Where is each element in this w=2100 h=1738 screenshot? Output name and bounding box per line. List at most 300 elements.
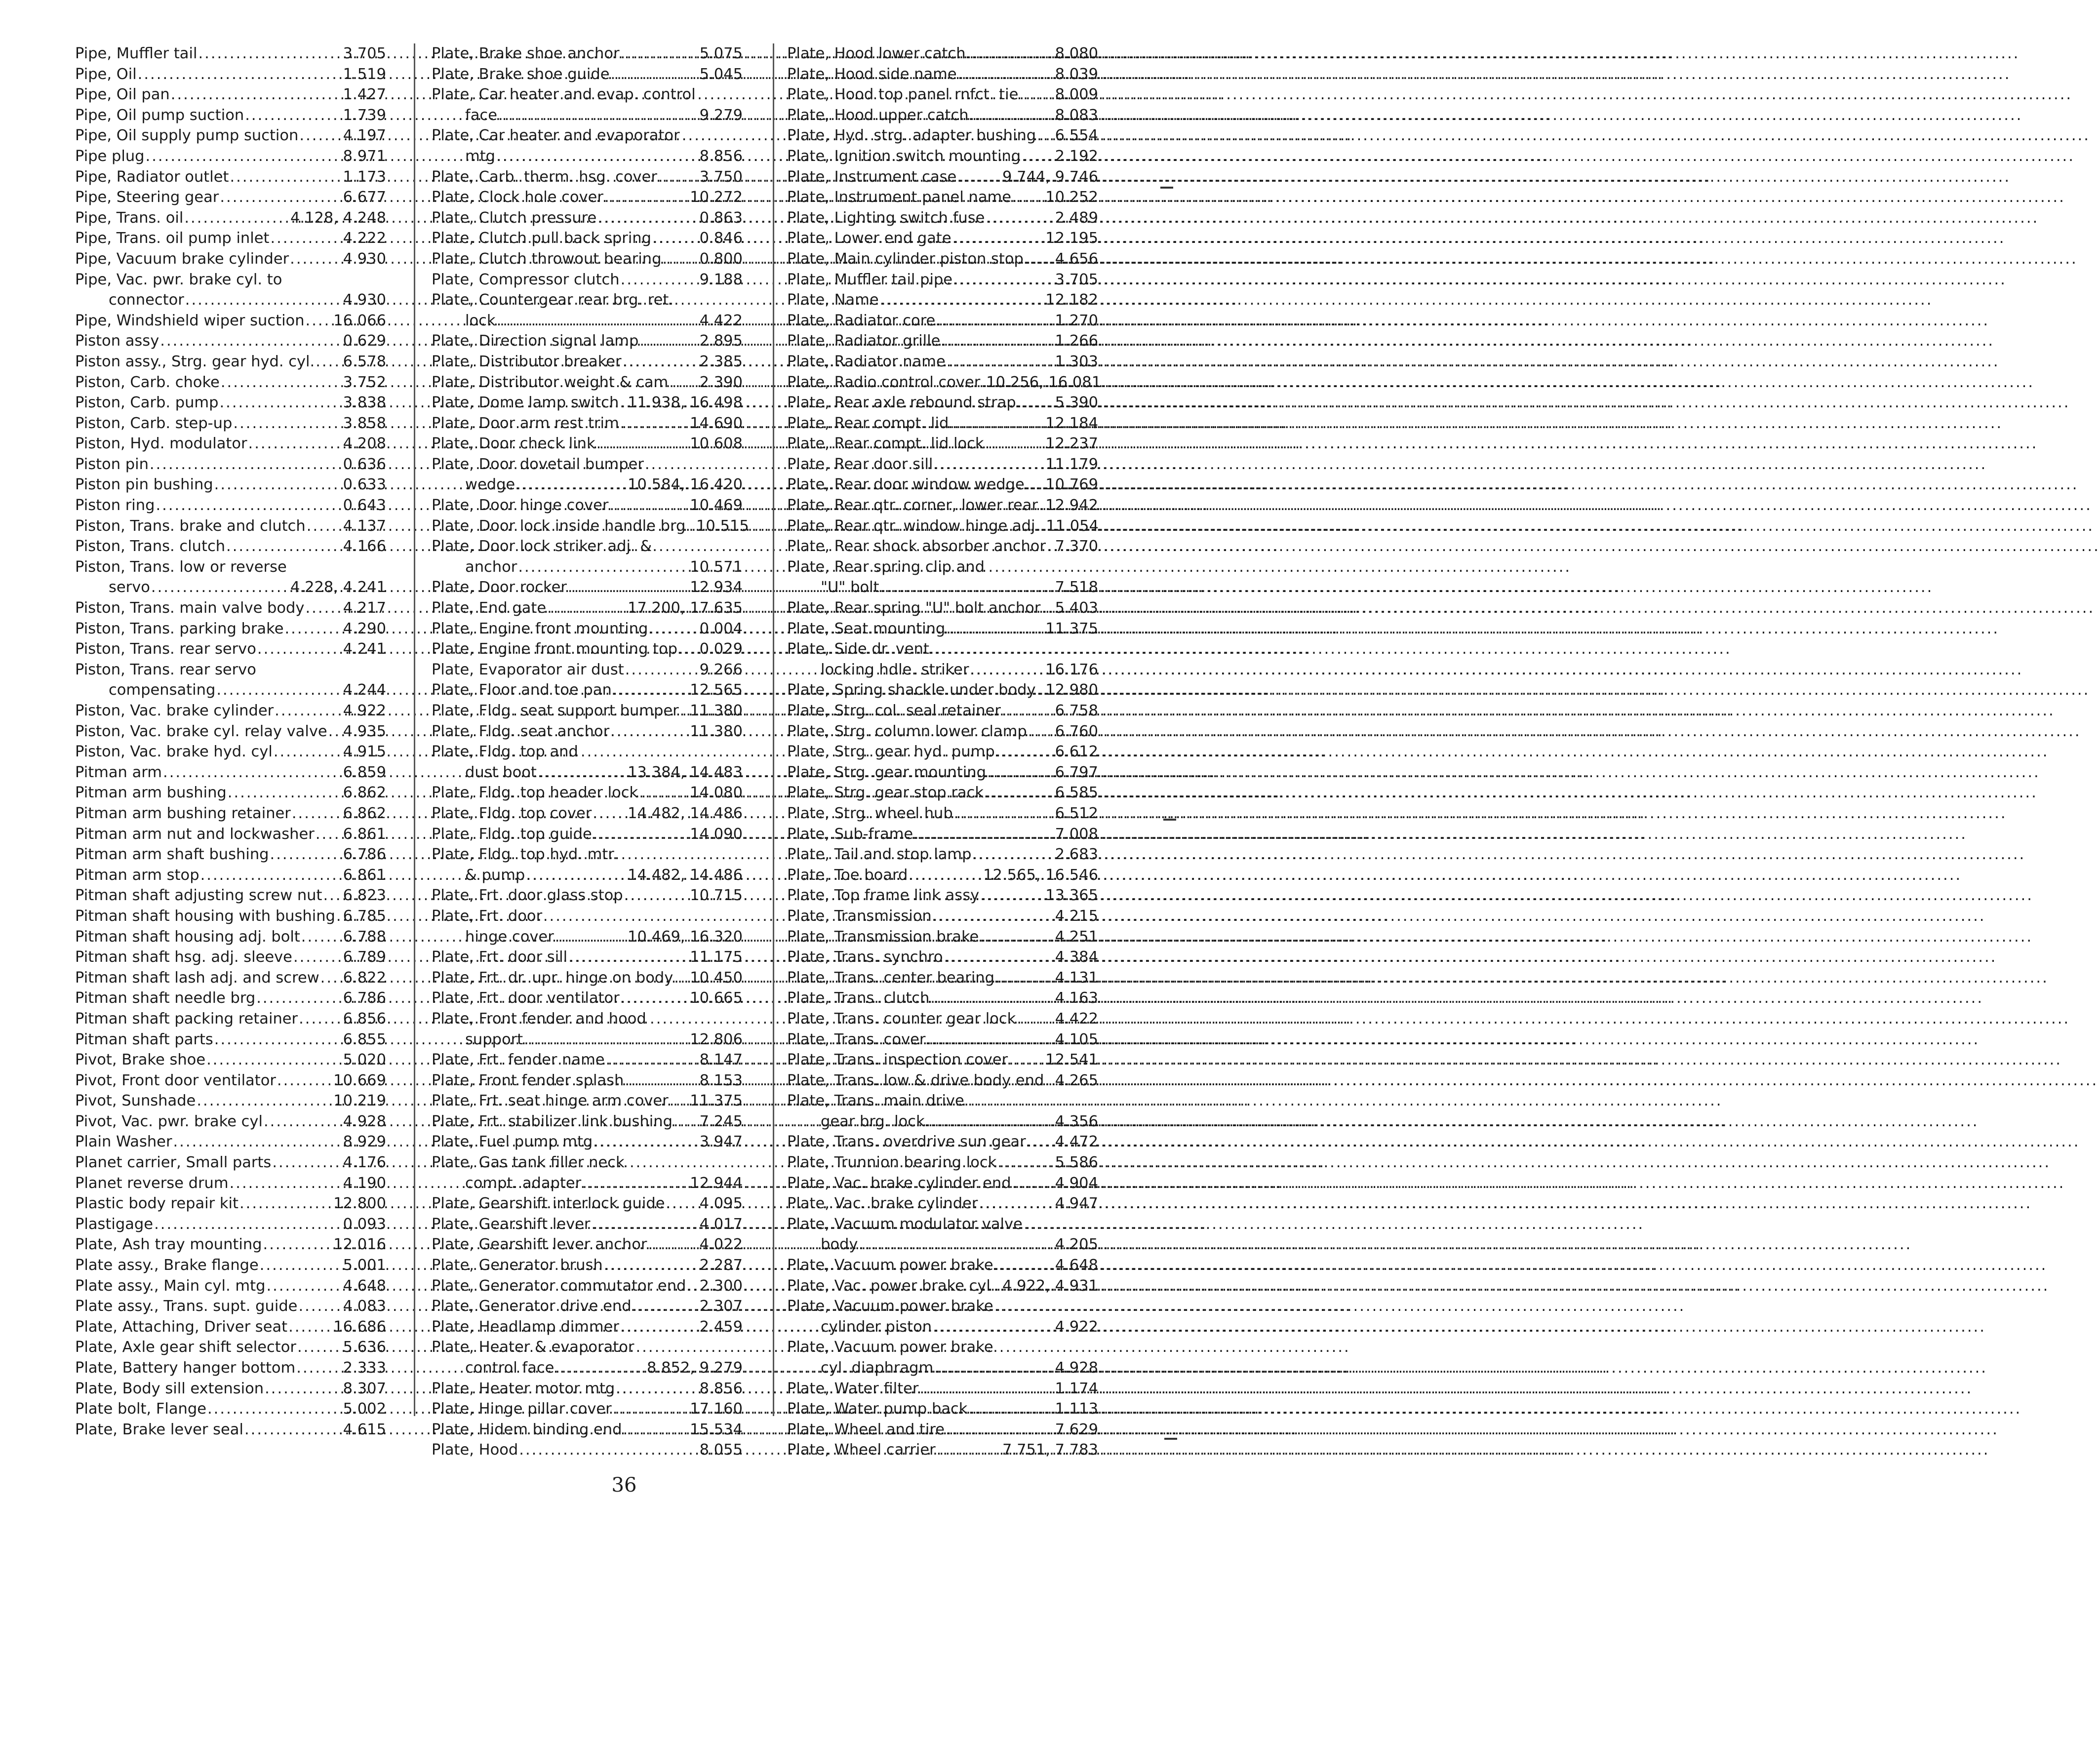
entry-name: Plate, Strg. gear hyd. pump bbox=[787, 743, 995, 761]
dot-leader bbox=[173, 1132, 342, 1152]
index-entry bbox=[75, 1152, 386, 1173]
index-entry bbox=[75, 1173, 386, 1194]
entry-name: Piston, Trans. brake and clutch bbox=[75, 517, 306, 535]
entry-name: Plate, Instrument panel name bbox=[787, 189, 1011, 206]
entry-reference: 1.519 bbox=[343, 65, 386, 83]
entry-reference: 17.160 bbox=[690, 1400, 743, 1418]
entry-name: Plate, Water pump back bbox=[787, 1400, 968, 1418]
index-entry bbox=[75, 1317, 386, 1338]
index-entry bbox=[432, 146, 743, 167]
entry-reference: 4.472 bbox=[1055, 1133, 1098, 1151]
dot-leader bbox=[150, 454, 342, 475]
entry-name: Plate, Lighting switch fuse bbox=[787, 209, 985, 227]
index-entry bbox=[432, 311, 743, 331]
index-entry bbox=[432, 557, 743, 578]
entry-reference: 4.166 bbox=[343, 538, 386, 555]
index-entry bbox=[787, 331, 1098, 352]
dot-leader bbox=[933, 906, 1054, 927]
dot-leader bbox=[284, 619, 342, 639]
index-entry bbox=[787, 413, 1098, 434]
index-entry bbox=[432, 1358, 743, 1379]
index-entry bbox=[432, 43, 743, 64]
entry-reference: 4.656 bbox=[1055, 250, 1098, 268]
entry-name: Plate, Generator commutator end bbox=[432, 1277, 686, 1295]
index-entry bbox=[787, 249, 1098, 270]
entry-name: Pipe plug bbox=[75, 147, 145, 165]
entry-name: Pitman shaft packing retainer bbox=[75, 1010, 298, 1027]
index-entry bbox=[787, 1255, 1098, 1276]
dot-leader bbox=[620, 1317, 699, 1338]
entry-reference: 3.705 bbox=[343, 45, 386, 62]
entry-name: Plate, Frt. seat hinge arm cover bbox=[432, 1092, 669, 1110]
index-entry bbox=[787, 43, 1098, 64]
entry-name: Plate, Engine front mounting bbox=[432, 620, 648, 637]
dot-leader bbox=[994, 1255, 1054, 1276]
dot-leader bbox=[623, 1420, 689, 1440]
entry-name: Piston ring bbox=[75, 497, 155, 514]
entry-name: Plate, Front fender splash bbox=[432, 1071, 624, 1089]
dot-leader bbox=[163, 762, 342, 783]
index-entry bbox=[432, 228, 743, 249]
index-entry bbox=[787, 311, 1098, 331]
dot-leader bbox=[639, 783, 689, 803]
entry-name: Plate, Trans. center bearing bbox=[787, 969, 995, 987]
entry-name: Piston, Carb. step-up bbox=[75, 414, 233, 432]
index-entry bbox=[787, 1193, 1098, 1214]
entry-reference: 4.290 bbox=[343, 620, 386, 637]
index-entry bbox=[75, 1255, 386, 1276]
entry-name: Plate, Spring shackle under body bbox=[787, 681, 1036, 699]
entry-reference: 4.356 bbox=[1055, 1112, 1098, 1130]
entry-reference: 2.333 bbox=[343, 1359, 386, 1377]
entry-reference: 2.385 bbox=[699, 353, 743, 370]
dot-leader bbox=[1019, 84, 1054, 105]
entry-name: Plate, Fldg. top and bbox=[432, 743, 578, 761]
index-entry bbox=[75, 1029, 386, 1050]
entry-reference: 3.750 bbox=[699, 168, 743, 186]
entry-reference: 6.554 bbox=[1055, 127, 1098, 145]
entry-name: Plate, Hood upper catch bbox=[787, 106, 969, 124]
entry-name: Pipe, Muffler tail bbox=[75, 45, 198, 62]
entry-reference: 14.080 bbox=[690, 784, 743, 802]
dot-leader bbox=[230, 167, 342, 188]
entry-name: Plate, Fldg. top cover bbox=[432, 804, 592, 822]
entry-name: Plate, Car heater and evap. control bbox=[432, 86, 696, 104]
index-entry bbox=[432, 413, 743, 434]
index-entry bbox=[787, 1173, 1098, 1194]
entry-reference: 5.020 bbox=[343, 1051, 386, 1069]
dot-leader bbox=[547, 598, 627, 619]
entry-name: Pitman shaft needle brg bbox=[75, 989, 256, 1007]
entry-reference: 10.219 bbox=[333, 1092, 386, 1110]
index-entry bbox=[432, 968, 743, 988]
dot-leader bbox=[299, 125, 342, 146]
entry-name: Piston, Hyd. modulator bbox=[75, 435, 247, 453]
index-entry bbox=[75, 1379, 386, 1399]
index-entry bbox=[75, 536, 386, 557]
entry-name: Plate, Compressor clutch bbox=[432, 271, 620, 288]
entry-reference: 16.066 bbox=[333, 312, 386, 329]
index-entry bbox=[75, 1091, 386, 1111]
dot-leader bbox=[160, 331, 342, 352]
dot-leader bbox=[226, 536, 342, 557]
entry-name: Pipe, Oil pan bbox=[75, 86, 170, 104]
dot-leader bbox=[954, 803, 1054, 824]
entry-reference: 11.375 bbox=[1045, 620, 1098, 637]
entry-name: Plate, Fldg. top header lock bbox=[432, 784, 638, 802]
entry-name: Plate, Vac. brake cylinder end bbox=[787, 1174, 1011, 1192]
index-entry bbox=[787, 454, 1098, 475]
entry-reference: 2.390 bbox=[699, 373, 743, 391]
index-entry bbox=[75, 1337, 386, 1358]
dot-leader bbox=[937, 1440, 1001, 1461]
dot-leader bbox=[980, 927, 1054, 948]
entry-name: Plate, Sub-frame bbox=[787, 825, 913, 843]
entry-name: Plate, Main cylinder piston stop bbox=[787, 250, 1024, 268]
dot-leader bbox=[1022, 146, 1054, 167]
dot-leader bbox=[272, 1152, 342, 1173]
index-entry bbox=[787, 762, 1098, 783]
entry-name: Plate, Vacuum power brake bbox=[787, 1257, 993, 1274]
entry-reference: 8.307 bbox=[343, 1380, 386, 1397]
dot-leader bbox=[248, 434, 342, 454]
entry-name: Piston, Vac. brake hyd. cyl bbox=[75, 743, 273, 761]
index-entry bbox=[787, 1111, 1098, 1132]
entry-name: Pipe, Oil bbox=[75, 65, 137, 83]
entry-reference: 8.929 bbox=[343, 1133, 386, 1151]
entry-reference: 8.971 bbox=[343, 147, 386, 165]
dot-leader bbox=[264, 1111, 342, 1132]
index-entry bbox=[432, 619, 743, 639]
entry-name: compt. adapter bbox=[465, 1174, 582, 1192]
index-entry bbox=[432, 1009, 743, 1029]
index-entry bbox=[432, 1091, 743, 1111]
entry-name: Piston, Vac. brake cyl. relay valve bbox=[75, 722, 327, 740]
dot-leader bbox=[625, 660, 699, 680]
entry-reference: 4.190 bbox=[343, 1174, 386, 1192]
index-entry bbox=[75, 1276, 386, 1297]
entry-name: Pitman arm bbox=[75, 763, 162, 781]
entry-reference: 5.636 bbox=[343, 1339, 386, 1356]
entry-reference: 11.175 bbox=[690, 948, 743, 966]
entry-reference: 4.215 bbox=[1055, 907, 1098, 925]
dot-leader bbox=[669, 372, 698, 393]
entry-name: body bbox=[821, 1236, 858, 1254]
entry-reference: 6.788 bbox=[343, 928, 386, 946]
entry-name: Plate, Frt. door bbox=[432, 907, 543, 925]
index-entry bbox=[432, 105, 743, 126]
entry-reference: 4.095 bbox=[699, 1195, 743, 1213]
dot-leader bbox=[256, 988, 342, 1009]
entry-name: Piston pin bbox=[75, 455, 149, 473]
entry-reference: 2.459 bbox=[699, 1318, 743, 1336]
index-entry bbox=[787, 434, 1098, 454]
entry-reference: 12.565 bbox=[690, 681, 743, 699]
index-entry bbox=[432, 783, 743, 803]
entry-name: Plate, Direction signal lamp bbox=[432, 332, 639, 350]
entry-reference: 5.001 bbox=[343, 1257, 386, 1274]
entry-reference: 9.744, 9.746 bbox=[1002, 168, 1098, 186]
entry-reference: 6.585 bbox=[1055, 784, 1098, 802]
dot-leader bbox=[496, 146, 699, 167]
dot-leader bbox=[265, 1379, 342, 1399]
entry-name: Plate, Distributor weight & cam bbox=[432, 373, 669, 391]
entry-reference: 5.586 bbox=[1055, 1154, 1098, 1172]
entry-reference: 8.009 bbox=[1055, 86, 1098, 104]
dot-leader bbox=[1047, 536, 1054, 557]
index-entry bbox=[75, 885, 386, 906]
index-entry bbox=[432, 1276, 743, 1297]
entry-name: gear brg. lock bbox=[821, 1112, 925, 1130]
entry-reference: 7.370 bbox=[1055, 538, 1098, 555]
dot-leader bbox=[524, 1029, 689, 1050]
entry-reference: 0.800 bbox=[699, 250, 743, 268]
index-entry bbox=[75, 1050, 386, 1070]
entry-reference: 2.307 bbox=[699, 1298, 743, 1315]
entry-name: Plate, Gas tank filler neck bbox=[432, 1154, 625, 1172]
entry-reference: 6.859 bbox=[343, 763, 386, 781]
index-entry bbox=[787, 906, 1098, 927]
dot-leader bbox=[1012, 1173, 1054, 1194]
entry-name: Pitman shaft hsg. adj. sleeve bbox=[75, 948, 292, 966]
index-entry bbox=[432, 660, 743, 680]
entry-name: Plate, Generator drive end bbox=[432, 1298, 632, 1315]
entry-reference: 6.797 bbox=[1055, 763, 1098, 781]
index-entry bbox=[75, 947, 386, 968]
index-entry bbox=[787, 721, 1098, 742]
dot-leader bbox=[260, 1255, 342, 1276]
entry-name: Plate, Rear door window wedge bbox=[787, 476, 1025, 494]
dot-leader bbox=[953, 270, 1054, 290]
index-entry bbox=[787, 474, 1098, 495]
entry-name: Plate, Fldg. seat support bumper bbox=[432, 702, 679, 719]
dot-leader bbox=[674, 1111, 699, 1132]
entry-name: Plate, Rear shock absorber anchor bbox=[787, 538, 1046, 555]
index-entry bbox=[432, 352, 743, 372]
entry-name: Plate, Hood bbox=[432, 1441, 518, 1459]
dot-leader bbox=[184, 208, 289, 229]
entry-reference: 10.256, 16.081 bbox=[986, 373, 1102, 391]
dot-leader bbox=[230, 1173, 342, 1194]
index-entry bbox=[75, 927, 386, 948]
entry-reference: 16.686 bbox=[333, 1318, 386, 1336]
index-entry bbox=[432, 434, 743, 454]
dot-leader bbox=[981, 372, 985, 393]
dot-leader bbox=[293, 947, 342, 968]
dot-leader bbox=[221, 372, 342, 393]
entry-reference: 4.947 bbox=[1055, 1195, 1098, 1213]
dot-leader bbox=[1037, 680, 1045, 701]
entry-reference: 4.022 bbox=[699, 1236, 743, 1254]
index-entry bbox=[787, 742, 1098, 762]
dot-leader bbox=[207, 1399, 342, 1420]
entry-name: Plate, Trans. inspection cover bbox=[787, 1051, 1008, 1069]
entry-name: Plate, Frt. door sill bbox=[432, 948, 568, 966]
dot-leader bbox=[678, 639, 699, 660]
dot-leader bbox=[526, 865, 627, 886]
entry-name: Pitman shaft adjusting screw nut bbox=[75, 887, 322, 905]
index-entry bbox=[432, 1111, 743, 1132]
index-entry bbox=[787, 1214, 1098, 1235]
entry-reference: 10.469, 16.320 bbox=[628, 928, 743, 946]
entry-reference: 10.608 bbox=[690, 435, 743, 453]
entry-reference: 3.705 bbox=[1055, 271, 1098, 288]
entry-reference: 0.863 bbox=[699, 209, 743, 227]
dot-leader bbox=[228, 783, 342, 803]
entry-name: Pivot, Front door ventilator bbox=[75, 1071, 276, 1089]
entry-reference: 1.174 bbox=[1055, 1380, 1098, 1397]
dot-leader bbox=[1017, 393, 1054, 413]
entry-name: Plate, Rear qtr. corner, lower rear bbox=[787, 497, 1038, 514]
entry-name: Plate, Rear compt. lid bbox=[787, 414, 949, 432]
entry-name: Pipe, Oil supply pump suction bbox=[75, 127, 299, 145]
dot-leader bbox=[621, 270, 699, 290]
dot-leader bbox=[336, 906, 342, 927]
entry-name: Plate, Body sill extension bbox=[75, 1380, 264, 1397]
entry-reference: 9.188 bbox=[699, 271, 743, 288]
dot-leader bbox=[306, 311, 333, 331]
dot-leader bbox=[691, 516, 695, 537]
entry-name: locking hdle. striker bbox=[821, 661, 969, 678]
entry-reference: 10.252 bbox=[1045, 189, 1098, 206]
dot-leader bbox=[995, 968, 1054, 988]
index-entry bbox=[75, 1070, 386, 1091]
entry-reference: 6.862 bbox=[343, 804, 386, 822]
entry-reference: 2.192 bbox=[1055, 147, 1098, 165]
dot-leader bbox=[216, 680, 342, 701]
entry-reference: 10.715 bbox=[690, 887, 743, 905]
entry-reference: 10.584, 16.420 bbox=[628, 476, 743, 494]
entry-name: Piston, Trans. parking brake bbox=[75, 620, 284, 637]
entry-reference: 1.427 bbox=[343, 86, 386, 104]
dot-leader bbox=[946, 619, 1044, 639]
dot-leader bbox=[633, 1296, 699, 1317]
dot-leader bbox=[941, 331, 1054, 352]
entry-reference: 1.113 bbox=[1055, 1400, 1098, 1418]
dot-leader bbox=[610, 721, 689, 742]
entry-name: Plate, Strg. gear stop rack bbox=[787, 784, 984, 802]
entry-name: Plate, Evaporator air dust bbox=[432, 661, 624, 678]
entry-name: Plate, Vacuum modulator valve bbox=[787, 1215, 1023, 1233]
dot-leader bbox=[958, 64, 1054, 85]
index-entry bbox=[75, 64, 386, 85]
index-entry bbox=[432, 393, 743, 413]
index-entry bbox=[787, 1296, 1098, 1317]
dot-leader bbox=[538, 762, 627, 783]
entry-name: Plate, Trans. main drive bbox=[787, 1092, 964, 1110]
entry-reference: 11.380 bbox=[690, 722, 743, 740]
index-entry bbox=[787, 1050, 1098, 1070]
entry-reference: 4.922, 4.931 bbox=[1002, 1277, 1098, 1295]
entry-reference: 0.633 bbox=[343, 476, 386, 494]
index-entry bbox=[787, 1399, 1098, 1420]
entry-name: Plate, Attaching, Driver seat bbox=[75, 1318, 288, 1336]
dot-leader bbox=[516, 474, 627, 495]
dot-leader bbox=[996, 742, 1054, 762]
entry-name: Plate, Vacuum power brake bbox=[787, 1339, 993, 1356]
entry-reference: 8.039 bbox=[1055, 65, 1098, 83]
entry-reference: 11.375 bbox=[690, 1092, 743, 1110]
dot-leader bbox=[594, 1132, 698, 1152]
index-entry bbox=[432, 372, 743, 393]
dot-leader bbox=[944, 947, 1054, 968]
entry-reference: 12.806 bbox=[690, 1030, 743, 1048]
index-entry bbox=[432, 1050, 743, 1070]
entry-reference: 3.752 bbox=[343, 373, 386, 391]
index-column-3 bbox=[787, 43, 1102, 1461]
entry-reference: 8.083 bbox=[1055, 106, 1098, 124]
entry-name: Planet reverse drum bbox=[75, 1174, 229, 1192]
dot-leader bbox=[979, 1193, 1054, 1214]
entry-name: Plate, Frt. door glass stop bbox=[432, 887, 623, 905]
entry-name: Piston pin bushing bbox=[75, 476, 213, 494]
dot-leader bbox=[555, 927, 627, 948]
index-entry bbox=[75, 968, 386, 988]
entry-reference: 11.054 bbox=[1046, 517, 1099, 535]
entry-name: Plate, Door rocker bbox=[432, 579, 567, 596]
entry-reference: 6.578 bbox=[343, 353, 386, 370]
entry-name: Pitman shaft housing with bushing bbox=[75, 907, 335, 925]
dot-leader bbox=[946, 1420, 1054, 1440]
entry-reference: 3.947 bbox=[699, 1133, 743, 1151]
index-entry bbox=[787, 393, 1098, 413]
entry-reference: 14.690 bbox=[690, 414, 743, 432]
entry-reference: 6.512 bbox=[1055, 804, 1098, 822]
entry-name: anchor bbox=[465, 558, 517, 576]
entry-name: Plate, Water filter bbox=[787, 1380, 919, 1397]
entry-reference: 4.265 bbox=[1055, 1071, 1098, 1089]
dot-leader bbox=[1017, 1009, 1054, 1029]
dot-leader bbox=[233, 413, 342, 434]
entry-name: dust boot bbox=[465, 763, 537, 781]
entry-name: Pipe, Vacuum brake cylinder bbox=[75, 250, 289, 268]
entry-reference: 6.861 bbox=[343, 825, 386, 843]
index-entry bbox=[75, 1234, 386, 1255]
index-entry bbox=[432, 1234, 743, 1255]
dot-leader bbox=[597, 208, 698, 229]
entry-reference: 4.197 bbox=[343, 127, 386, 145]
index-entry bbox=[432, 125, 743, 146]
entry-name: Plate, Countergear rear brg. ret. bbox=[432, 291, 674, 309]
entry-reference: 8.856 bbox=[699, 147, 743, 165]
entry-name: Plate, Hyd. strg. adapter bushing bbox=[787, 127, 1036, 145]
entry-reference: 8.080 bbox=[1055, 45, 1098, 62]
index-entry bbox=[787, 1420, 1098, 1440]
entry-reference: 4.251 bbox=[1055, 928, 1098, 946]
entry-reference: 7.245 bbox=[699, 1112, 743, 1130]
entry-reference: 6.823 bbox=[343, 887, 386, 905]
entry-name: Plate, Transmission brake bbox=[787, 928, 979, 946]
dot-leader bbox=[219, 393, 342, 413]
entry-name: Plate, Wheel and tire bbox=[787, 1421, 945, 1438]
index-entry bbox=[787, 824, 1098, 845]
entry-reference: 4.244 bbox=[343, 681, 386, 699]
entry-reference: 2.300 bbox=[699, 1277, 743, 1295]
entry-name: Plate, Frt. dr. upr. hinge on body bbox=[432, 969, 674, 987]
entry-name: Plate, Strg. col. seal retainer bbox=[787, 702, 1001, 719]
entry-name: Plate, Clock hole cover bbox=[432, 189, 603, 206]
entry-name: Plate, Strg. wheel hub bbox=[787, 804, 953, 822]
entry-name: wedge bbox=[465, 476, 515, 494]
index-entry bbox=[787, 557, 1098, 578]
dot-leader bbox=[296, 1358, 342, 1379]
entry-name: Pipe, Vac. pwr. brake cyl. to bbox=[75, 271, 282, 288]
dot-leader bbox=[290, 249, 342, 270]
entry-name: Plate, Wheel carrier bbox=[787, 1441, 936, 1459]
entry-name: Plate, Door lock striker adj. & bbox=[432, 538, 652, 555]
dot-leader bbox=[621, 43, 699, 64]
entry-name: Plate, Clutch throwout bearing bbox=[432, 250, 662, 268]
